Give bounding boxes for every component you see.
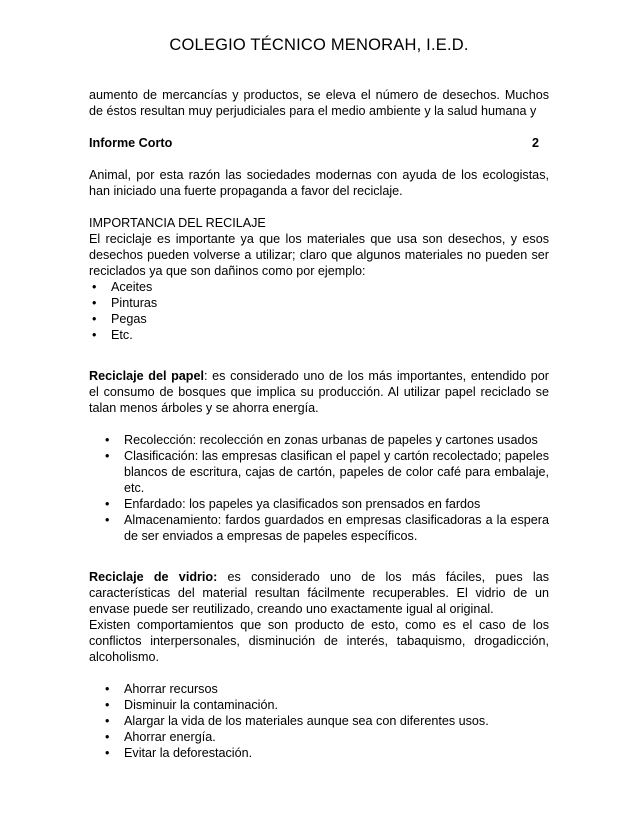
vidrio-title: Reciclaje de vidrio: [89,570,218,584]
importancia-paragraph: El reciclaje es importante ya que los materiales que usa son desechos, y esos desechos pueden volverse a utilizar; claro que algunos materiales no pueden ser reciclados ya que son dañinos como por ejemplo: [89,232,549,278]
list-item: • Pegas [92,312,147,326]
informe-number: 2 [531,136,539,150]
vidrio-list [89,681,549,761]
informe-label: Informe Corto [89,136,173,150]
list-item: • Etc. [92,328,133,342]
list-item: • Ahorrar energía. [105,730,216,744]
list-item: • Pinturas [92,296,158,310]
papel-paragraph: Reciclaje del papel: es considerado uno de los más importantes, entendido por el consumo de bosques que implica su producción. Al utilizar papel reciclado se talan menos árboles y se ahorra energía. [89,369,549,415]
importancia-list [89,279,549,343]
intro-paragraph: aumento de mercancías y productos, se eleva el número de desechos. Muchos de éstos resultan muy perjudiciales para el medio ambiente y la salud humana y [89,88,549,118]
informe-line [89,135,549,151]
page-header: COLEGIO TÉCNICO MENORAH, I.E.D. [169,36,469,54]
list-item: • Almacenamiento: fardos guardados en empresas clasificadoras a la espera de ser enviados a empresas de papeles específicos. [105,513,549,543]
importancia-heading: IMPORTANCIA DEL RECILAJE [89,216,266,230]
animal-paragraph: Animal, por esta razón las sociedades modernas con ayuda de los ecologistas, han iniciado una fuerte propaganda a favor del reciclaje. [89,168,549,198]
vidrio-paragraph: Reciclaje de vidrio: es considerado uno de los más fáciles, pues las características del material resultan fácilmente recuperables. El vidrio de un envase puede ser reutilizado, creando uno exactamente igual al original. [89,570,549,616]
bullet-icon: • [92,296,97,310]
bullet-icon: • [92,280,97,294]
bullet-icon: • [105,682,110,696]
bullet-icon: • [105,730,110,744]
papel-list [89,432,549,544]
bullet-icon: • [92,312,97,326]
list-item: • Alargar la vida de los materiales aunque sea con diferentes usos. [105,714,489,728]
list-item: • Recolección: recolección en zonas urbanas de papeles y cartones usados [105,433,538,447]
vidrio-paragraph-2: Existen comportamientos que son producto de esto, como es el caso de los conflictos interpersonales, disminución de interés, tabaquismo, drogadicción, alcoholismo. [89,618,549,664]
bullet-icon: • [105,698,110,712]
bullet-icon: • [105,449,110,463]
bullet-icon: • [105,433,110,447]
bullet-icon: • [105,714,110,728]
bullet-icon: • [105,513,110,527]
document-body [89,87,549,761]
papel-title: Reciclaje del papel [89,369,204,383]
list-item: • Ahorrar recursos [105,682,218,696]
bullet-icon: • [105,497,110,511]
bullet-icon: • [105,746,110,760]
list-item: • Enfardado: los papeles ya clasificados son prensados en fardos [105,497,481,511]
list-item: • Disminuir la contaminación. [105,698,278,712]
list-item: • Aceites [92,280,153,294]
list-item: • Clasificación: las empresas clasifican el papel y cartón recolectado; papeles blancos de escritura, cajas de cartón, papeles de color café para embalaje, etc. [105,449,549,495]
bullet-icon: • [92,328,97,342]
list-item: • Evitar la deforestación. [105,746,253,760]
